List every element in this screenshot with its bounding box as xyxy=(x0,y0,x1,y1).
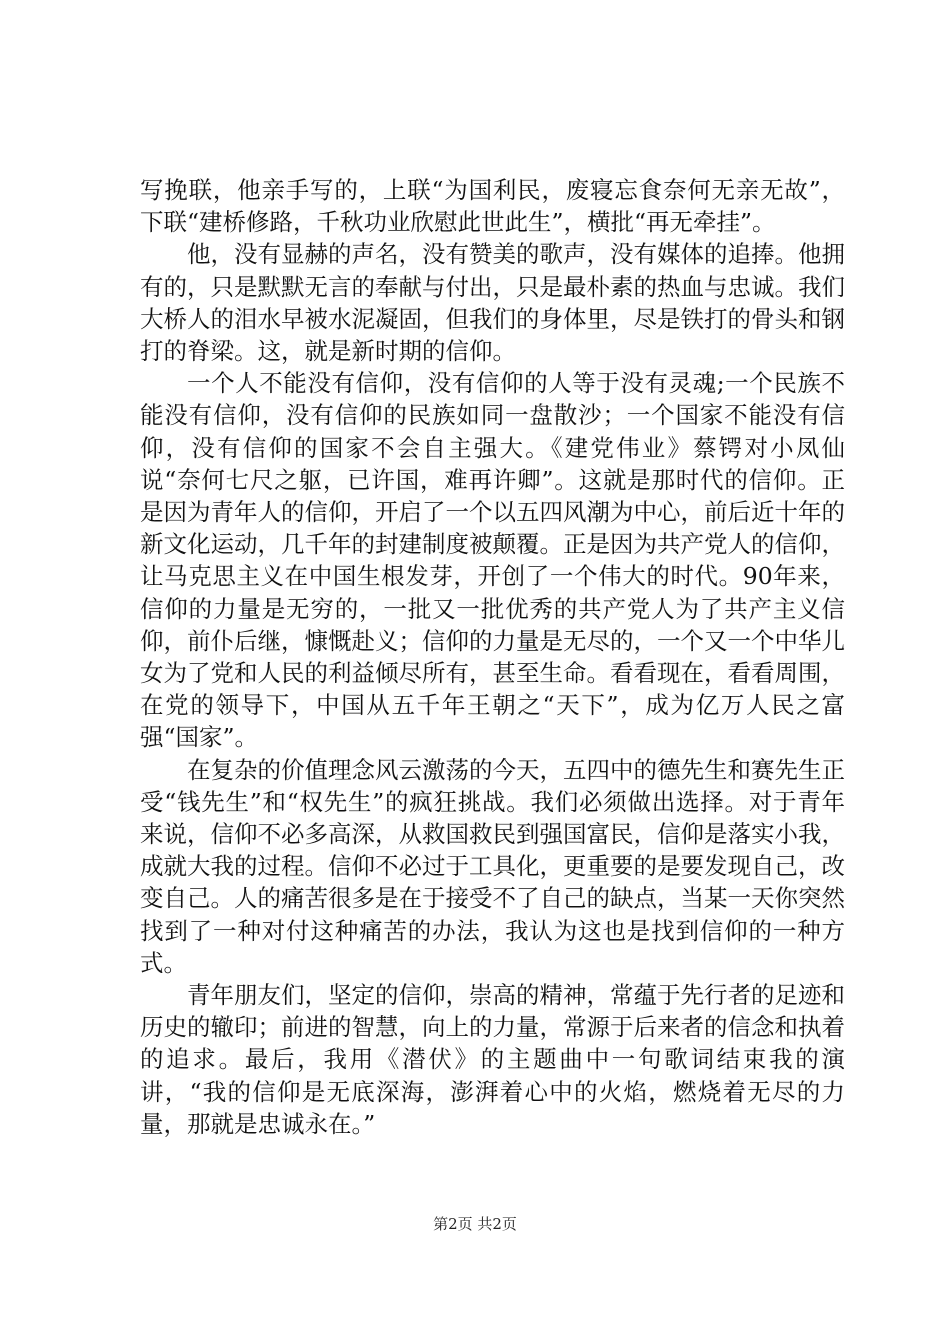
paragraph-3: 一个人不能没有信仰，没有信仰的人等于没有灵魂;一个民族不能没有信仰，没有信仰的民族如同一盘散沙；一个国家不能没有信仰，没有信仰的国家不会自主强大。《建党伟业》蔡锷对小凤仙说“奈何七尺之躯，已许国，难再许卿”。这就是那时代的信仰。正是因为青年人的信仰，开启了一个以五四风潮为中心，前后近十年的新文化运动，几千年的封建制度被颠覆。正是因为共产党人的信仰，让马克思主义在中国生根发芽，开创了一个伟大的时代。90年来，信仰的力量是无穷的，一批又一批优秀的共产党人为了共产主义信仰，前仆后继，慷慨赴义；信仰的力量是无尽的，一个又一个中华儿女为了党和人民的利益倾尽所有，甚至生命。看看现在，看看周围，在党的领导下，中国从五千年王朝之“天下”，成为亿万人民之富强“国家”。 xyxy=(140,369,845,752)
paragraph-5: 青年朋友们，坚定的信仰，崇高的精神，常蕴于先行者的足迹和历史的辙印；前进的智慧，向上的力量，常源于后来者的信念和执着的追求。最后，我用《潜伏》的主题曲中一句歌词结束我的演讲，“我的信仰是无底深海，澎湃着心中的火焰，燃烧着无尽的力量，那就是忠诚永在。” xyxy=(140,981,845,1138)
paragraph-4: 在复杂的价值理念风云激荡的今天，五四中的德先生和赛先生正受“钱先生”和“权先生”的疯狂挑战。我们必须做出选择。对于青年来说，信仰不必多高深，从救国救民到强国富民，信仰是落实小我，成就大我的过程。信仰不必过于工具化，更重要的是要发现自己，改变自己。人的痛苦很多是在于接受不了自己的缺点，当某一天你突然找到了一种对付这种痛苦的办法，我认为这也是找到信仰的一种方式。 xyxy=(140,755,845,977)
paragraph-1: 写挽联，他亲手写的，上联“为国利民，废寝忘食奈何无亲无故”，下联“建桥修路，千秋功业欣慰此世此生”，横批“再无牵挂”。 xyxy=(140,176,845,237)
paragraph-2: 他，没有显赫的声名，没有赞美的歌声，没有媒体的追捧。他拥有的，只是默默无言的奉献与付出，只是最朴素的热血与忠诚。我们大桥人的泪水早被水泥凝固，但我们的身体里，尽是铁打的骨头和钢打的脊梁。这，就是新时期的信仰。 xyxy=(140,240,845,366)
document-body xyxy=(140,174,845,1140)
page-footer: 第2页 共2页 xyxy=(433,1215,517,1233)
